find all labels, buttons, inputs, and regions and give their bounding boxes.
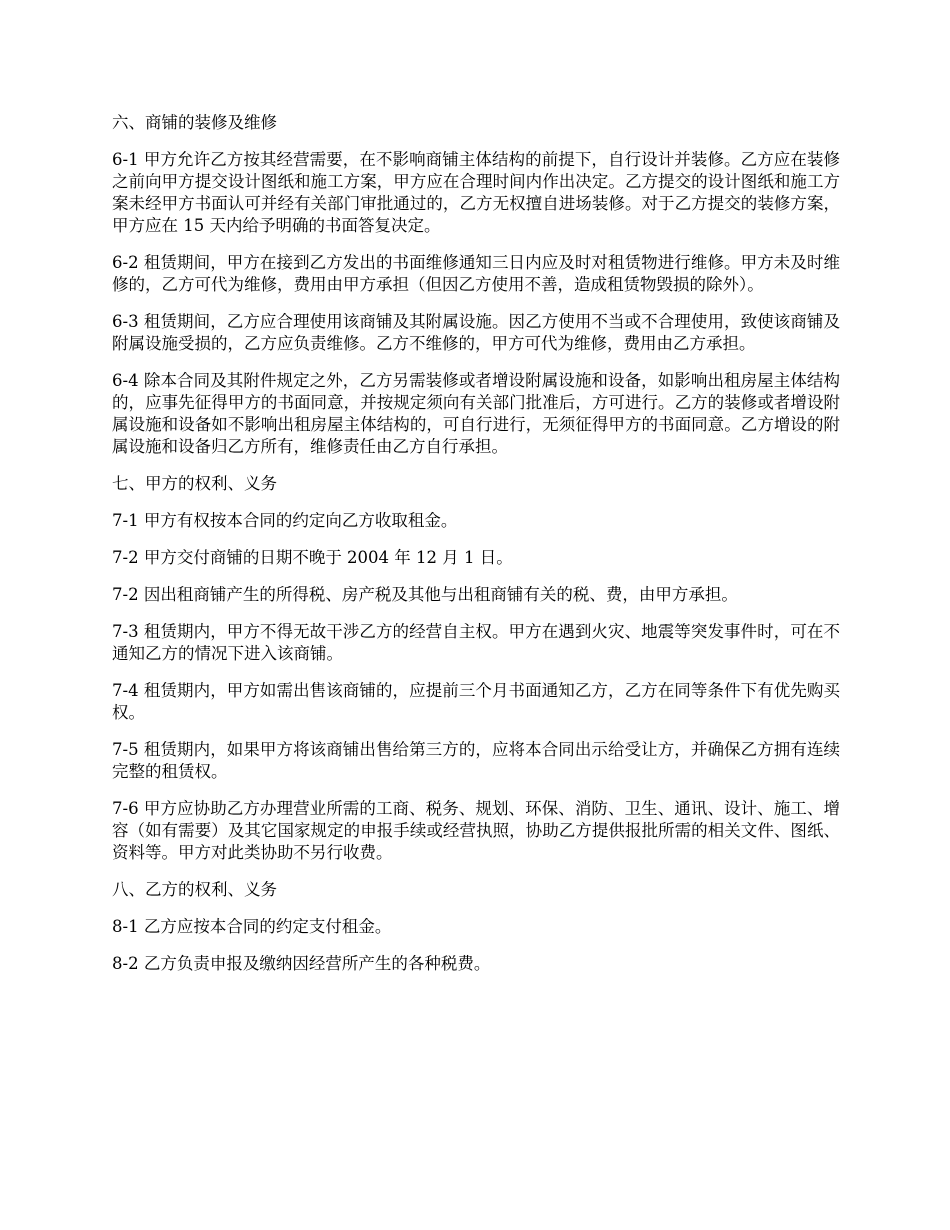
clause-7-5: 7-5 租赁期内，如果甲方将该商铺出售给第三方的，应将本合同出示给受让方，并确保乙方拥有连续完整的租赁权。 xyxy=(112,740,840,781)
clause-7-2a: 7-2 甲方交付商铺的日期不晚于 2004 年 12 月 1 日。 xyxy=(112,548,513,567)
clause-8-1: 8-1 乙方应按本合同的约定支付租金。 xyxy=(112,917,392,936)
clause-6-2: 6-2 租赁期间，甲方在接到乙方发出的书面维修通知三日内应及时对租赁物进行维修。甲方未及时维修的，乙方可代为维修，费用由甲方承担（但因乙方使用不善，造成租赁物毁损的除外）。 xyxy=(112,253,840,294)
section-7-heading: 七、甲方的权利、义务 xyxy=(112,474,277,493)
clause-8-2: 8-2 乙方负责申报及缴纳因经营所产生的各种税费。 xyxy=(112,954,491,973)
section-8-heading: 八、乙方的权利、义务 xyxy=(112,880,277,899)
clause-7-6: 7-6 甲方应协助乙方办理营业所需的工商、税务、规划、环保、消防、卫生、通讯、设计、施工、增容（如有需要）及其它国家规定的申报手续或经营执照，协助乙方提供报批所需的相关文件、图纸、资料等。甲方对此类协助不另行收费。 xyxy=(112,799,840,862)
clause-6-1: 6-1 甲方允许乙方按其经营需要，在不影响商铺主体结构的前提下，自行设计并装修。乙方应在装修之前向甲方提交设计图纸和施工方案，甲方应在合理时间内作出决定。乙方提交的设计图纸和施工方案未经甲方书面认可并经有关部门审批通过的，乙方无权擅自进场装修。对于乙方提交的装修方案，甲方应在 15 天内给予明确的书面答复决定。 xyxy=(112,150,840,235)
clause-6-4: 6-4 除本合同及其附件规定之外，乙方另需装修或者增设附属设施和设备，如影响出租房屋主体结构的，应事先征得甲方的书面同意，并按规定须向有关部门批准后，方可进行。乙方的装修或者增设附属设施和设备如不影响出租房屋主体结构的，可自行进行，无须征得甲方的书面同意。乙方增设的附属设施和设备归乙方所有，维修责任由乙方自行承担。 xyxy=(112,371,840,456)
clause-6-3: 6-3 租赁期间，乙方应合理使用该商铺及其附属设施。因乙方使用不当或不合理使用，致使该商铺及附属设施受损的，乙方应负责维修。乙方不维修的，甲方可代为维修，费用由乙方承担。 xyxy=(112,312,840,353)
document-page xyxy=(112,112,840,990)
clause-7-4: 7-4 租赁期内，甲方如需出售该商铺的，应提前三个月书面通知乙方，乙方在同等条件下有优先购买权。 xyxy=(112,681,840,722)
clause-7-3: 7-3 租赁期内，甲方不得无故干涉乙方的经营自主权。甲方在遇到火灾、地震等突发事件时，可在不通知乙方的情况下进入该商铺。 xyxy=(112,622,840,663)
section-6-heading: 六、商铺的装修及维修 xyxy=(112,113,277,132)
clause-7-1: 7-1 甲方有权按本合同的约定向乙方收取租金。 xyxy=(112,511,458,530)
clause-7-2b: 7-2 因出租商铺产生的所得税、房产税及其他与出租商铺有关的税、费，由甲方承担。 xyxy=(112,585,738,604)
